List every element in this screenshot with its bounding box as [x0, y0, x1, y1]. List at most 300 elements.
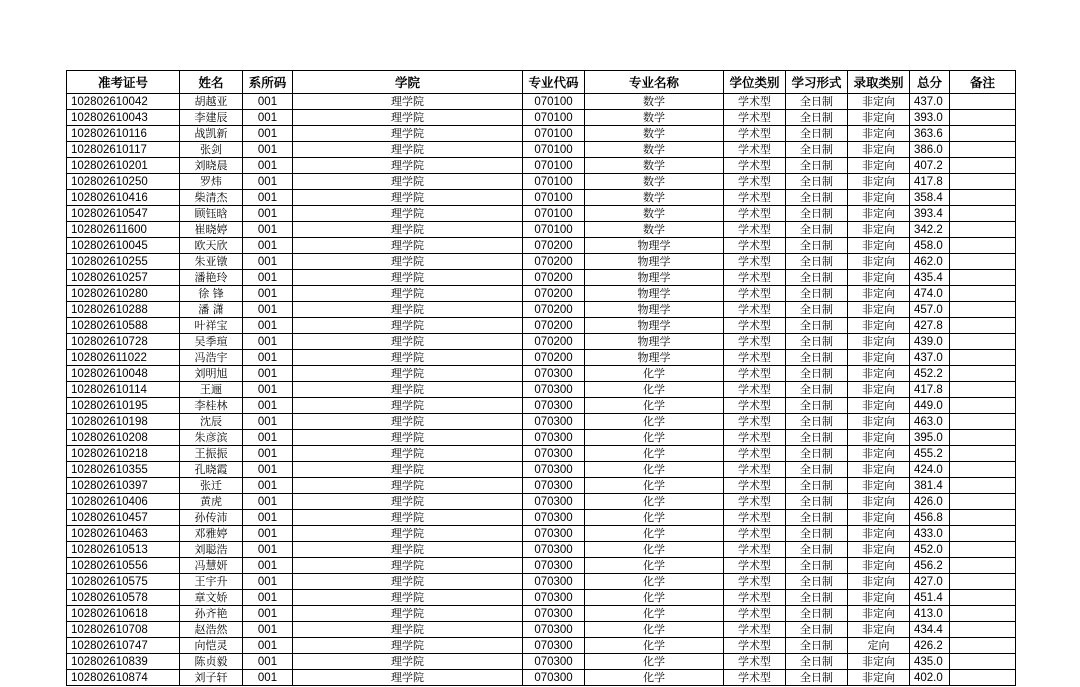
cell-major-name: 数学: [585, 94, 724, 110]
cell-major-name: 物理学: [585, 318, 724, 334]
table-row: [67, 654, 1016, 670]
cell-admission-type: 非定向: [848, 206, 910, 222]
cell-name: 王宇升: [180, 574, 243, 590]
table-body: [67, 94, 1016, 686]
cell-total-score: 437.0: [910, 350, 950, 366]
cell-total-score: 451.4: [910, 590, 950, 606]
header-exam-id: 准考证号: [67, 71, 180, 94]
cell-name: 刘明旭: [180, 366, 243, 382]
cell-remarks: [950, 382, 1016, 398]
table-row: [67, 606, 1016, 622]
header-study-mode: 学习形式: [786, 71, 848, 94]
cell-name: 吴季瑄: [180, 334, 243, 350]
cell-major-name: 化学: [585, 590, 724, 606]
cell-dept-code: 001: [243, 334, 293, 350]
cell-degree-type: 学术型: [724, 254, 786, 270]
header-total-score: 总分: [910, 71, 950, 94]
cell-study-mode: 全日制: [786, 366, 848, 382]
cell-major-code: 070300: [523, 510, 585, 526]
cell-major-name: 化学: [585, 574, 724, 590]
cell-degree-type: 学术型: [724, 158, 786, 174]
cell-major-code: 070200: [523, 334, 585, 350]
cell-study-mode: 全日制: [786, 526, 848, 542]
cell-exam-id: 102802610547: [67, 206, 180, 222]
cell-major-name: 化学: [585, 366, 724, 382]
cell-college: 理学院: [293, 574, 523, 590]
cell-degree-type: 学术型: [724, 382, 786, 398]
cell-admission-type: 非定向: [848, 670, 910, 686]
cell-dept-code: 001: [243, 430, 293, 446]
cell-name: 叶祥宝: [180, 318, 243, 334]
cell-college: 理学院: [293, 382, 523, 398]
cell-study-mode: 全日制: [786, 94, 848, 110]
cell-admission-type: 非定向: [848, 446, 910, 462]
cell-admission-type: 非定向: [848, 414, 910, 430]
cell-major-name: 物理学: [585, 254, 724, 270]
cell-admission-type: 非定向: [848, 590, 910, 606]
cell-exam-id: 102802610255: [67, 254, 180, 270]
cell-remarks: [950, 142, 1016, 158]
cell-college: 理学院: [293, 126, 523, 142]
cell-total-score: 407.2: [910, 158, 950, 174]
cell-major-name: 化学: [585, 542, 724, 558]
cell-dept-code: 001: [243, 126, 293, 142]
cell-admission-type: 定向: [848, 638, 910, 654]
cell-admission-type: 非定向: [848, 622, 910, 638]
cell-remarks: [950, 158, 1016, 174]
cell-study-mode: 全日制: [786, 142, 848, 158]
cell-dept-code: 001: [243, 622, 293, 638]
cell-name: 徐 锋: [180, 286, 243, 302]
cell-college: 理学院: [293, 94, 523, 110]
cell-total-score: 439.0: [910, 334, 950, 350]
cell-study-mode: 全日制: [786, 126, 848, 142]
table-row: [67, 510, 1016, 526]
cell-study-mode: 全日制: [786, 494, 848, 510]
cell-exam-id: 102802610195: [67, 398, 180, 414]
cell-name: 黄虎: [180, 494, 243, 510]
cell-study-mode: 全日制: [786, 158, 848, 174]
cell-dept-code: 001: [243, 254, 293, 270]
table-row: [67, 142, 1016, 158]
cell-college: 理学院: [293, 510, 523, 526]
cell-dept-code: 001: [243, 590, 293, 606]
cell-college: 理学院: [293, 654, 523, 670]
cell-total-score: 393.4: [910, 206, 950, 222]
cell-name: 孙齐艳: [180, 606, 243, 622]
cell-remarks: [950, 190, 1016, 206]
cell-name: 冯浩宇: [180, 350, 243, 366]
cell-degree-type: 学术型: [724, 494, 786, 510]
cell-college: 理学院: [293, 398, 523, 414]
header-college: 学院: [293, 71, 523, 94]
cell-remarks: [950, 654, 1016, 670]
cell-exam-id: 102802610250: [67, 174, 180, 190]
cell-remarks: [950, 430, 1016, 446]
table-row: [67, 542, 1016, 558]
cell-major-name: 化学: [585, 638, 724, 654]
cell-remarks: [950, 606, 1016, 622]
cell-name: 顾钰晗: [180, 206, 243, 222]
table-row: [67, 238, 1016, 254]
table-row: [67, 158, 1016, 174]
cell-exam-id: 102802610218: [67, 446, 180, 462]
table-row: [67, 590, 1016, 606]
cell-college: 理学院: [293, 334, 523, 350]
cell-remarks: [950, 318, 1016, 334]
cell-total-score: 417.8: [910, 382, 950, 398]
cell-major-name: 化学: [585, 446, 724, 462]
cell-remarks: [950, 254, 1016, 270]
cell-total-score: 434.4: [910, 622, 950, 638]
cell-major-code: 070100: [523, 142, 585, 158]
table-row: [67, 574, 1016, 590]
cell-college: 理学院: [293, 558, 523, 574]
cell-dept-code: 001: [243, 398, 293, 414]
cell-study-mode: 全日制: [786, 382, 848, 398]
cell-dept-code: 001: [243, 190, 293, 206]
cell-degree-type: 学术型: [724, 350, 786, 366]
cell-study-mode: 全日制: [786, 286, 848, 302]
cell-major-code: 070300: [523, 478, 585, 494]
cell-major-code: 070300: [523, 542, 585, 558]
cell-dept-code: 001: [243, 574, 293, 590]
cell-dept-code: 001: [243, 558, 293, 574]
cell-study-mode: 全日制: [786, 510, 848, 526]
cell-name: 刘子轩: [180, 670, 243, 686]
cell-study-mode: 全日制: [786, 238, 848, 254]
cell-dept-code: 001: [243, 654, 293, 670]
cell-major-code: 070300: [523, 446, 585, 462]
cell-major-name: 数学: [585, 174, 724, 190]
cell-name: 罗炜: [180, 174, 243, 190]
cell-degree-type: 学术型: [724, 318, 786, 334]
cell-degree-type: 学术型: [724, 478, 786, 494]
cell-total-score: 435.4: [910, 270, 950, 286]
cell-major-code: 070100: [523, 206, 585, 222]
cell-name: 李建辰: [180, 110, 243, 126]
cell-remarks: [950, 302, 1016, 318]
cell-college: 理学院: [293, 526, 523, 542]
header-admission-type: 录取类别: [848, 71, 910, 94]
cell-dept-code: 001: [243, 606, 293, 622]
cell-college: 理学院: [293, 318, 523, 334]
cell-admission-type: 非定向: [848, 222, 910, 238]
cell-exam-id: 102802610397: [67, 478, 180, 494]
cell-exam-id: 102802610416: [67, 190, 180, 206]
cell-admission-type: 非定向: [848, 94, 910, 110]
cell-total-score: 363.6: [910, 126, 950, 142]
cell-degree-type: 学术型: [724, 590, 786, 606]
cell-dept-code: 001: [243, 174, 293, 190]
cell-college: 理学院: [293, 638, 523, 654]
cell-degree-type: 学术型: [724, 398, 786, 414]
cell-remarks: [950, 574, 1016, 590]
cell-college: 理学院: [293, 414, 523, 430]
table-row: [67, 414, 1016, 430]
cell-admission-type: 非定向: [848, 302, 910, 318]
cell-major-code: 070300: [523, 654, 585, 670]
cell-exam-id: 102802610575: [67, 574, 180, 590]
table-row: [67, 174, 1016, 190]
table-row: [67, 446, 1016, 462]
cell-total-score: 427.8: [910, 318, 950, 334]
cell-exam-id: 102802610198: [67, 414, 180, 430]
cell-admission-type: 非定向: [848, 318, 910, 334]
cell-dept-code: 001: [243, 110, 293, 126]
cell-total-score: 437.0: [910, 94, 950, 110]
cell-exam-id: 102802610463: [67, 526, 180, 542]
cell-degree-type: 学术型: [724, 366, 786, 382]
cell-exam-id: 102802610578: [67, 590, 180, 606]
table-row: [67, 494, 1016, 510]
cell-total-score: 452.2: [910, 366, 950, 382]
table-row: [67, 478, 1016, 494]
cell-major-name: 化学: [585, 606, 724, 622]
cell-degree-type: 学术型: [724, 206, 786, 222]
table-row: [67, 366, 1016, 382]
cell-major-name: 化学: [585, 414, 724, 430]
cell-admission-type: 非定向: [848, 350, 910, 366]
cell-remarks: [950, 494, 1016, 510]
cell-study-mode: 全日制: [786, 414, 848, 430]
cell-remarks: [950, 622, 1016, 638]
cell-degree-type: 学术型: [724, 510, 786, 526]
cell-degree-type: 学术型: [724, 542, 786, 558]
cell-remarks: [950, 462, 1016, 478]
cell-major-code: 070300: [523, 398, 585, 414]
cell-total-score: 424.0: [910, 462, 950, 478]
cell-study-mode: 全日制: [786, 350, 848, 366]
cell-name: 王逦: [180, 382, 243, 398]
cell-total-score: 358.4: [910, 190, 950, 206]
cell-major-name: 数学: [585, 110, 724, 126]
cell-major-name: 物理学: [585, 302, 724, 318]
cell-degree-type: 学术型: [724, 126, 786, 142]
cell-name: 邓雅婷: [180, 526, 243, 542]
cell-degree-type: 学术型: [724, 670, 786, 686]
cell-study-mode: 全日制: [786, 670, 848, 686]
cell-dept-code: 001: [243, 270, 293, 286]
cell-major-name: 物理学: [585, 270, 724, 286]
cell-total-score: 426.2: [910, 638, 950, 654]
cell-admission-type: 非定向: [848, 606, 910, 622]
cell-exam-id: 102802610839: [67, 654, 180, 670]
cell-degree-type: 学术型: [724, 558, 786, 574]
cell-degree-type: 学术型: [724, 574, 786, 590]
cell-major-code: 070100: [523, 174, 585, 190]
cell-total-score: 386.0: [910, 142, 950, 158]
cell-name: 刘晓晨: [180, 158, 243, 174]
table-row: [67, 398, 1016, 414]
cell-college: 理学院: [293, 622, 523, 638]
cell-remarks: [950, 94, 1016, 110]
cell-major-name: 物理学: [585, 334, 724, 350]
cell-exam-id: 102802610117: [67, 142, 180, 158]
cell-exam-id: 102802610288: [67, 302, 180, 318]
cell-dept-code: 001: [243, 478, 293, 494]
cell-degree-type: 学术型: [724, 142, 786, 158]
cell-dept-code: 001: [243, 94, 293, 110]
cell-degree-type: 学术型: [724, 526, 786, 542]
cell-study-mode: 全日制: [786, 478, 848, 494]
cell-college: 理学院: [293, 462, 523, 478]
cell-college: 理学院: [293, 430, 523, 446]
cell-exam-id: 102802610708: [67, 622, 180, 638]
cell-admission-type: 非定向: [848, 366, 910, 382]
header-major-name: 专业名称: [585, 71, 724, 94]
cell-admission-type: 非定向: [848, 190, 910, 206]
cell-study-mode: 全日制: [786, 430, 848, 446]
cell-remarks: [950, 398, 1016, 414]
cell-dept-code: 001: [243, 158, 293, 174]
table-row: [67, 430, 1016, 446]
cell-exam-id: 102802610355: [67, 462, 180, 478]
cell-exam-id: 102802610747: [67, 638, 180, 654]
cell-major-name: 化学: [585, 654, 724, 670]
cell-dept-code: 001: [243, 302, 293, 318]
cell-total-score: 474.0: [910, 286, 950, 302]
cell-admission-type: 非定向: [848, 142, 910, 158]
cell-major-code: 070200: [523, 238, 585, 254]
cell-major-name: 化学: [585, 462, 724, 478]
cell-total-score: 462.0: [910, 254, 950, 270]
cell-major-name: 数学: [585, 158, 724, 174]
cell-college: 理学院: [293, 286, 523, 302]
cell-major-code: 070300: [523, 558, 585, 574]
cell-name: 朱彦滨: [180, 430, 243, 446]
cell-total-score: 458.0: [910, 238, 950, 254]
cell-college: 理学院: [293, 174, 523, 190]
cell-major-code: 070300: [523, 638, 585, 654]
cell-college: 理学院: [293, 270, 523, 286]
cell-college: 理学院: [293, 670, 523, 686]
cell-study-mode: 全日制: [786, 558, 848, 574]
cell-remarks: [950, 238, 1016, 254]
cell-major-code: 070200: [523, 302, 585, 318]
cell-college: 理学院: [293, 206, 523, 222]
cell-dept-code: 001: [243, 366, 293, 382]
cell-study-mode: 全日制: [786, 318, 848, 334]
cell-degree-type: 学术型: [724, 222, 786, 238]
cell-dept-code: 001: [243, 526, 293, 542]
cell-dept-code: 001: [243, 670, 293, 686]
cell-major-name: 数学: [585, 206, 724, 222]
cell-study-mode: 全日制: [786, 446, 848, 462]
cell-total-score: 435.0: [910, 654, 950, 670]
admission-table: [66, 70, 1016, 686]
cell-college: 理学院: [293, 158, 523, 174]
cell-study-mode: 全日制: [786, 302, 848, 318]
cell-major-code: 070100: [523, 158, 585, 174]
cell-remarks: [950, 206, 1016, 222]
cell-college: 理学院: [293, 190, 523, 206]
cell-name: 胡越亚: [180, 94, 243, 110]
cell-admission-type: 非定向: [848, 286, 910, 302]
table-row: [67, 350, 1016, 366]
cell-major-name: 物理学: [585, 350, 724, 366]
cell-name: 潘艳玲: [180, 270, 243, 286]
header-row: [67, 71, 1016, 94]
cell-study-mode: 全日制: [786, 574, 848, 590]
cell-admission-type: 非定向: [848, 398, 910, 414]
header-major-code: 专业代码: [523, 71, 585, 94]
table-row: [67, 286, 1016, 302]
cell-name: 陈贞毅: [180, 654, 243, 670]
table-row: [67, 270, 1016, 286]
cell-degree-type: 学术型: [724, 414, 786, 430]
cell-college: 理学院: [293, 302, 523, 318]
cell-exam-id: 102802610048: [67, 366, 180, 382]
cell-exam-id: 102802610556: [67, 558, 180, 574]
table-row: [67, 558, 1016, 574]
cell-exam-id: 102802610280: [67, 286, 180, 302]
cell-exam-id: 102802610114: [67, 382, 180, 398]
cell-dept-code: 001: [243, 542, 293, 558]
cell-degree-type: 学术型: [724, 94, 786, 110]
cell-major-name: 化学: [585, 670, 724, 686]
cell-exam-id: 102802610201: [67, 158, 180, 174]
cell-remarks: [950, 446, 1016, 462]
cell-remarks: [950, 286, 1016, 302]
cell-major-code: 070300: [523, 622, 585, 638]
table-row: [67, 126, 1016, 142]
cell-major-code: 070300: [523, 414, 585, 430]
header-dept-code: 系所码: [243, 71, 293, 94]
cell-college: 理学院: [293, 142, 523, 158]
cell-major-name: 物理学: [585, 286, 724, 302]
cell-name: 王振振: [180, 446, 243, 462]
cell-exam-id: 102802610043: [67, 110, 180, 126]
table-row: [67, 462, 1016, 478]
cell-admission-type: 非定向: [848, 270, 910, 286]
cell-college: 理学院: [293, 222, 523, 238]
cell-degree-type: 学术型: [724, 462, 786, 478]
cell-admission-type: 非定向: [848, 494, 910, 510]
cell-dept-code: 001: [243, 286, 293, 302]
cell-admission-type: 非定向: [848, 542, 910, 558]
cell-admission-type: 非定向: [848, 510, 910, 526]
cell-degree-type: 学术型: [724, 110, 786, 126]
cell-name: 冯慧妍: [180, 558, 243, 574]
cell-dept-code: 001: [243, 318, 293, 334]
cell-admission-type: 非定向: [848, 254, 910, 270]
cell-total-score: 342.2: [910, 222, 950, 238]
cell-degree-type: 学术型: [724, 238, 786, 254]
cell-major-name: 数学: [585, 190, 724, 206]
cell-college: 理学院: [293, 494, 523, 510]
cell-name: 张剑: [180, 142, 243, 158]
cell-name: 张迁: [180, 478, 243, 494]
cell-major-code: 070200: [523, 254, 585, 270]
cell-exam-id: 102802610042: [67, 94, 180, 110]
cell-major-code: 070300: [523, 526, 585, 542]
cell-admission-type: 非定向: [848, 526, 910, 542]
cell-name: 赵浩然: [180, 622, 243, 638]
table-row: [67, 334, 1016, 350]
cell-remarks: [950, 670, 1016, 686]
cell-exam-id: 102802611022: [67, 350, 180, 366]
cell-remarks: [950, 270, 1016, 286]
cell-name: 沈辰: [180, 414, 243, 430]
table-row: [67, 638, 1016, 654]
cell-admission-type: 非定向: [848, 238, 910, 254]
cell-total-score: 433.0: [910, 526, 950, 542]
cell-admission-type: 非定向: [848, 158, 910, 174]
cell-name: 孔晓霞: [180, 462, 243, 478]
cell-study-mode: 全日制: [786, 334, 848, 350]
cell-total-score: 417.8: [910, 174, 950, 190]
